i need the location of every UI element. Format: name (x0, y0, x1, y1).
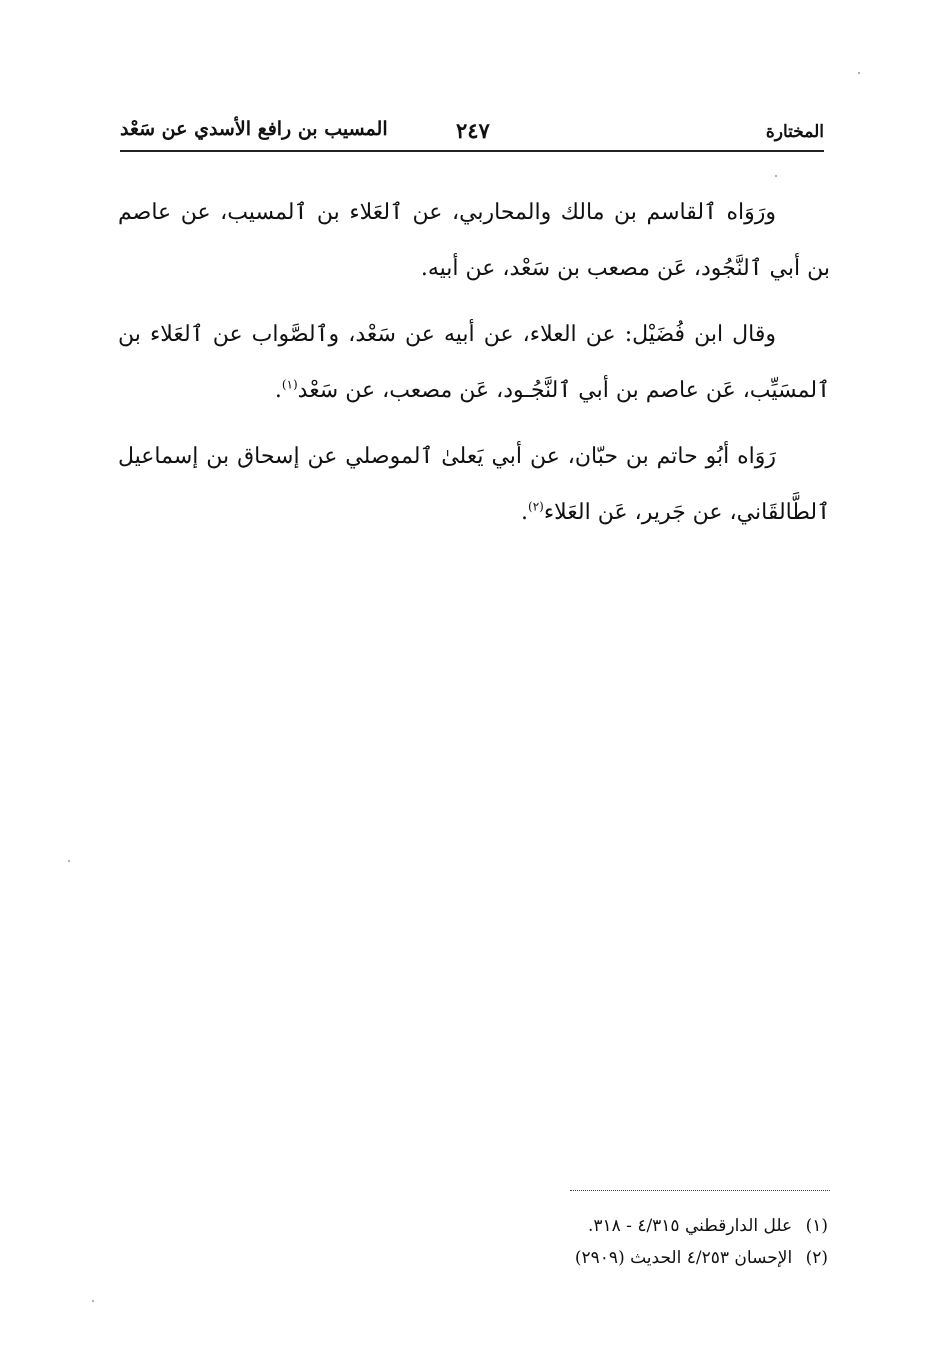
paragraph-end: . (274, 378, 282, 403)
book-title: المختارة (765, 122, 824, 142)
scan-speck (68, 860, 70, 862)
paragraph-end: . (521, 500, 528, 525)
scan-speck (858, 72, 860, 74)
scan-speck (92, 1300, 94, 1302)
paragraph-1 (118, 185, 830, 297)
paragraph-text: رَوَاه أبُو حاتم بن حبّان، عن أبي يَعلىٰ ٱلموصلي عن إسحاق بن إسماعيل ٱلطَّالقَاني، عن جَرير، عَن العَلاء (118, 444, 830, 525)
footnote-ref-1[interactable]: (١) (281, 377, 298, 392)
paragraph-text: وقال ابن فُضَيْل: عن العلاء، عن أبيه عن سَعْد، وٱلصَّواب عن ٱلعَلاء بن ٱلمسَيِّب، عَن عاصم بن أبي ٱلنَّجُـود، عَن مصعب، عن سَعْد (118, 322, 830, 403)
paragraph-3 (118, 429, 830, 541)
footnotes (400, 1210, 828, 1274)
footnote-1 (400, 1210, 828, 1242)
header-rule (120, 150, 824, 152)
main-text (118, 185, 830, 541)
paragraph-2 (118, 307, 830, 419)
footnote-separator (570, 1190, 830, 1191)
paragraph-text: ورَوَاه ٱلقاسم بن مالك والمحاربي، عن ٱلعَلاء بن ٱلمسيب، عن عاصم بن أبي ٱلنَّجُود، عَن مصعب بن سَعْد، عن أبيه. (118, 200, 830, 281)
page-number: ٢٤٧ (456, 118, 490, 143)
footnote-number: (٢) (805, 1248, 828, 1268)
section-title: المسيب بن رافع الأسدي عن سَعْد (120, 118, 388, 140)
footnote-2 (400, 1242, 828, 1274)
footnote-ref-2[interactable]: (٢) (528, 499, 544, 514)
scan-speck (775, 175, 777, 177)
footnote-number: (١) (805, 1216, 828, 1236)
page-header (120, 112, 824, 152)
footnote-text: الإحسان ٤/٢٥٣ الحديث (٢٩٠٩) (574, 1248, 793, 1268)
footnote-text: علل الدارقطني ٤/٣١٥ - ٣١٨. (587, 1216, 793, 1236)
